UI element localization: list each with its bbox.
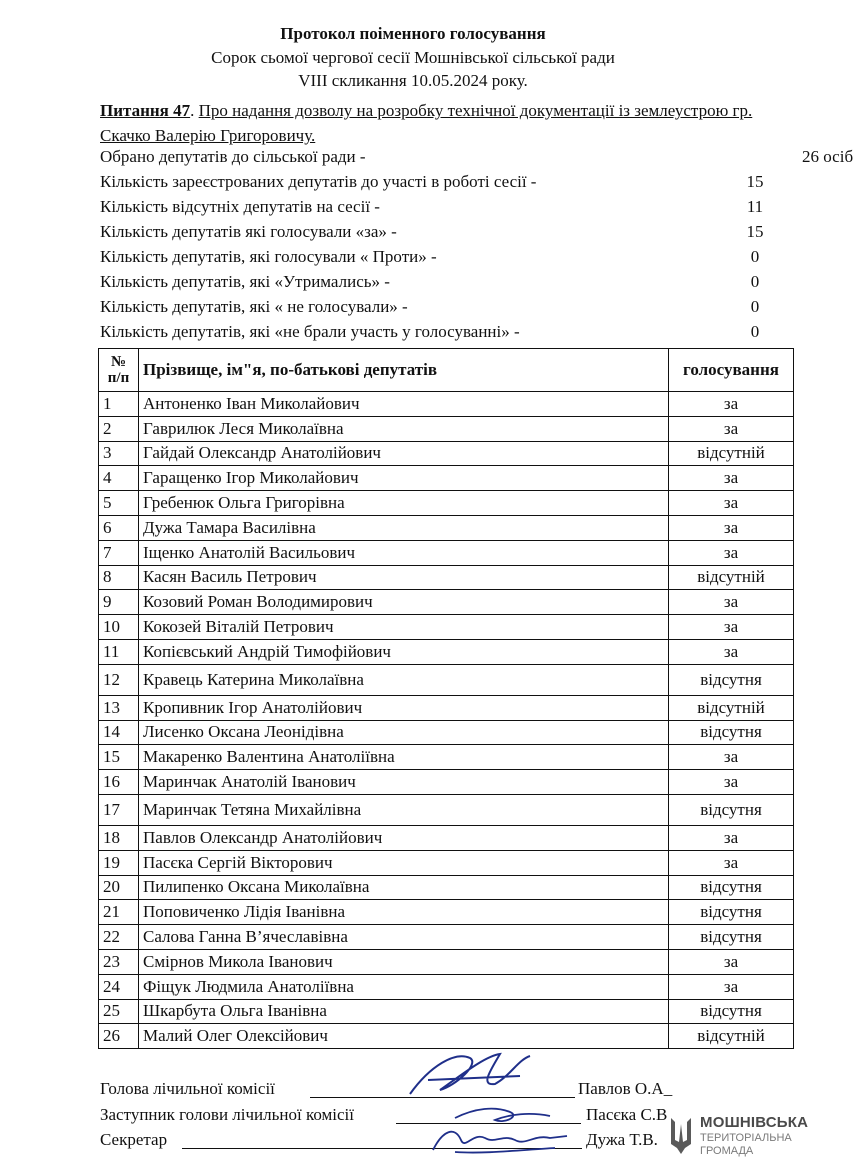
deputy-name: Гаврилюк Леся Миколаївна xyxy=(139,416,669,441)
row-number: 4 xyxy=(99,466,139,491)
row-number: 10 xyxy=(99,615,139,640)
deputy-name: Козовий Роман Володимирович xyxy=(139,590,669,615)
row-number: 18 xyxy=(99,825,139,850)
vote-result: відсутня xyxy=(669,720,794,745)
table-header-row xyxy=(99,349,794,392)
table-row xyxy=(99,720,794,745)
question-number: Питання 47 xyxy=(100,101,191,120)
stat-value: 11 xyxy=(746,197,764,216)
deputy-name: Гребенюк Ольга Григорівна xyxy=(139,491,669,516)
document-title: Протокол поіменного голосування xyxy=(280,24,546,43)
stat-value: 0 xyxy=(750,297,760,316)
vote-result: за xyxy=(669,416,794,441)
row-number: 11 xyxy=(99,639,139,664)
deputy-name: Антоненко Іван Миколайович xyxy=(139,392,669,417)
column-header-number xyxy=(99,349,139,392)
table-row xyxy=(99,974,794,999)
stat-label: Кількість депутатів які голосували «за» - xyxy=(100,222,397,241)
stat-row xyxy=(100,147,854,171)
vote-result: відсутня xyxy=(669,999,794,1024)
community-logo xyxy=(668,1114,818,1166)
table-row xyxy=(99,825,794,850)
secretary-signature-scribble xyxy=(425,1120,575,1160)
vote-result: відсутня xyxy=(669,925,794,950)
deputy-name: Лисенко Оксана Леонідівна xyxy=(139,720,669,745)
table-row xyxy=(99,565,794,590)
column-header-number-line1: № xyxy=(110,354,127,370)
question-separator: . xyxy=(190,101,195,120)
stat-label: Кількість відсутніх депутатів на сесії - xyxy=(100,197,380,216)
table-row xyxy=(99,416,794,441)
logo-line1: МОШНІВСЬКА xyxy=(700,1114,809,1131)
row-number: 20 xyxy=(99,875,139,900)
deputy-name: Маринчак Анатолій Іванович xyxy=(139,770,669,795)
secretary-name: Дужа Т.В. xyxy=(586,1130,658,1149)
voting-table xyxy=(98,348,794,1049)
vote-result: за xyxy=(669,745,794,770)
vote-result: за xyxy=(669,825,794,850)
stat-label: Кількість депутатів, які « не голосували» - xyxy=(100,297,408,316)
vote-result: за xyxy=(669,949,794,974)
row-number: 26 xyxy=(99,1024,139,1049)
vote-result: за xyxy=(669,466,794,491)
vote-result: за xyxy=(669,850,794,875)
table-row xyxy=(99,515,794,540)
column-header-vote: голосування xyxy=(669,349,794,392)
deputy-name: Маринчак Тетяна Михайлівна xyxy=(139,794,669,825)
table-row xyxy=(99,1024,794,1049)
question-text: Про надання дозволу на розробку технічної документації із землеустрою гр. Скачко Валерію Григоровичу. xyxy=(100,101,753,145)
deputy-name: Фіщук Людмила Анатоліївна xyxy=(139,974,669,999)
deputy-name: Кравець Катерина Миколаївна xyxy=(139,664,669,695)
row-number: 19 xyxy=(99,850,139,875)
vote-result: відсутній xyxy=(669,441,794,466)
table-row xyxy=(99,900,794,925)
row-number: 12 xyxy=(99,664,139,695)
row-number: 23 xyxy=(99,949,139,974)
deputy-name: Поповиченко Лідія Іванівна xyxy=(139,900,669,925)
table-row xyxy=(99,590,794,615)
vote-result: за xyxy=(669,974,794,999)
logo-line3: ГРОМАДА xyxy=(700,1145,754,1157)
stat-label: Кількість депутатів, які «не брали участь у голосуванні» - xyxy=(100,322,520,341)
table-row xyxy=(99,745,794,770)
stat-label: Кількість депутатів, які «Утримались» - xyxy=(100,272,390,291)
table-row xyxy=(99,925,794,950)
question-block xyxy=(100,98,800,148)
stat-row xyxy=(100,272,800,296)
deputy-name: Кропивник Ігор Анатолійович xyxy=(139,695,669,720)
vote-result: за xyxy=(669,540,794,565)
stat-value: 0 xyxy=(750,272,760,291)
deputy-name: Іщенко Анатолій Васильович xyxy=(139,540,669,565)
deputy-name: Салова Ганна В’ячеславівна xyxy=(139,925,669,950)
stat-row xyxy=(100,297,800,321)
stat-label: Кількість депутатів, які голосували « Проти» - xyxy=(100,247,437,266)
logo-line2: ТЕРИТОРІАЛЬНА xyxy=(700,1132,792,1144)
row-number: 22 xyxy=(99,925,139,950)
table-row xyxy=(99,794,794,825)
deputy-name: Пасєка С.В xyxy=(586,1105,668,1124)
deputy-name: Касян Василь Петрович xyxy=(139,565,669,590)
table-row xyxy=(99,639,794,664)
deputy-name: Копієвський Андрій Тимофійович xyxy=(139,639,669,664)
stat-row xyxy=(100,172,800,196)
vote-result: за xyxy=(669,515,794,540)
column-header-number-line2: п/п xyxy=(107,370,130,386)
stat-row xyxy=(100,247,800,271)
row-number: 7 xyxy=(99,540,139,565)
column-header-name: Прізвище, ім"я, по-батькові депутатів xyxy=(139,349,669,392)
stat-row xyxy=(100,197,800,221)
table-row xyxy=(99,615,794,640)
stat-value: 15 xyxy=(746,222,764,241)
vote-result: відсутній xyxy=(669,695,794,720)
row-number: 6 xyxy=(99,515,139,540)
row-number: 8 xyxy=(99,565,139,590)
table-row xyxy=(99,664,794,695)
stat-label: Обрано депутатів до сільської ради - xyxy=(100,147,366,166)
row-number: 24 xyxy=(99,974,139,999)
row-number: 1 xyxy=(99,392,139,417)
stat-row xyxy=(100,322,800,346)
deputy-name: Гаращенко Ігор Миколайович xyxy=(139,466,669,491)
table-row xyxy=(99,850,794,875)
table-row xyxy=(99,441,794,466)
deputy-role: Заступник голови лічильної комісії xyxy=(100,1105,355,1124)
vote-result: відсутній xyxy=(669,565,794,590)
row-number: 15 xyxy=(99,745,139,770)
vote-result: відсутня xyxy=(669,794,794,825)
deputy-name: Пасєка Сергій Вікторович xyxy=(139,850,669,875)
vote-result: за xyxy=(669,770,794,795)
row-number: 9 xyxy=(99,590,139,615)
row-number: 21 xyxy=(99,900,139,925)
vote-result: відсутня xyxy=(669,900,794,925)
deputy-name: Шкарбута Ольга Іванівна xyxy=(139,999,669,1024)
deputy-name: Кокозей Віталій Петрович xyxy=(139,615,669,640)
trident-icon xyxy=(668,1114,694,1158)
row-number: 16 xyxy=(99,770,139,795)
row-number: 2 xyxy=(99,416,139,441)
stat-label: Кількість зареєстрованих депутатів до участі в роботі сесії - xyxy=(100,172,537,191)
chair-signature-scribble xyxy=(400,1046,540,1101)
stat-value: 15 xyxy=(746,172,764,191)
stat-value: 26 осіб xyxy=(802,147,854,166)
secretary-role: Секретар xyxy=(100,1130,168,1149)
deputy-name: Павлов Олександр Анатолійович xyxy=(139,825,669,850)
vote-result: відсутній xyxy=(669,1024,794,1049)
table-row xyxy=(99,875,794,900)
table-row xyxy=(99,949,794,974)
session-line: Сорок сьомої чергової сесії Мошнівської сільської ради xyxy=(211,48,615,67)
chair-role: Голова лічильної комісії xyxy=(100,1079,275,1098)
stat-value: 0 xyxy=(750,247,760,266)
table-row xyxy=(99,392,794,417)
vote-result: за xyxy=(669,392,794,417)
row-number: 5 xyxy=(99,491,139,516)
row-number: 25 xyxy=(99,999,139,1024)
table-row xyxy=(99,540,794,565)
stat-value: 0 xyxy=(750,322,760,341)
chair-name: Павлов О.А_ xyxy=(578,1079,673,1098)
vote-result: за xyxy=(669,615,794,640)
deputy-name: Пилипенко Оксана Миколаївна xyxy=(139,875,669,900)
table-row xyxy=(99,466,794,491)
vote-result: відсутня xyxy=(669,664,794,695)
vote-result: за xyxy=(669,590,794,615)
deputy-name: Дужа Тамара Василівна xyxy=(139,515,669,540)
convocation-date-line: VIII скликання 10.05.2024 року. xyxy=(298,71,528,90)
row-number: 17 xyxy=(99,794,139,825)
stat-row xyxy=(100,222,800,246)
table-row xyxy=(99,999,794,1024)
deputy-name: Малий Олег Олексійович xyxy=(139,1024,669,1049)
deputy-name: Смірнов Микола Іванович xyxy=(139,949,669,974)
table-row xyxy=(99,491,794,516)
row-number: 13 xyxy=(99,695,139,720)
deputy-name: Гайдай Олександр Анатолійович xyxy=(139,441,669,466)
vote-result: за xyxy=(669,491,794,516)
row-number: 3 xyxy=(99,441,139,466)
table-row xyxy=(99,695,794,720)
vote-result: відсутня xyxy=(669,875,794,900)
table-row xyxy=(99,770,794,795)
row-number: 14 xyxy=(99,720,139,745)
deputy-name: Макаренко Валентина Анатоліївна xyxy=(139,745,669,770)
vote-result: за xyxy=(669,639,794,664)
